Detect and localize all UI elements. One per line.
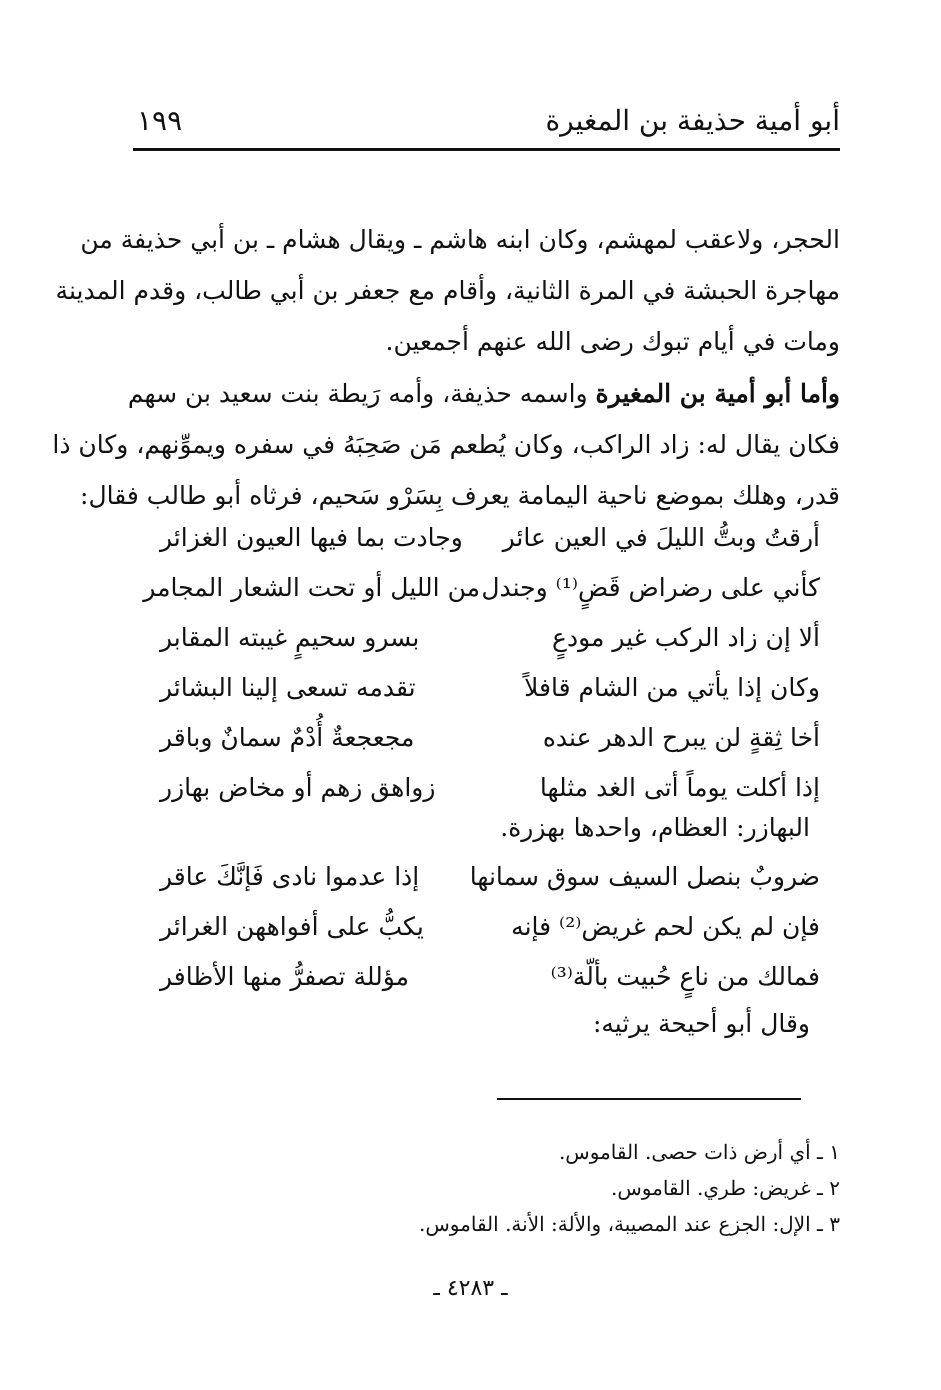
closing-line: وقال أبو أحيحة يرثيه:: [592, 1009, 810, 1038]
verse-second-half: يكبُّ على أفواههن الغرائر: [160, 912, 424, 941]
text-line: فكان يقال له: زاد الراكب، وكان يُطعم مَن صَحِبَهُ في سفره ويموِّنهم، وكان ذا: [52, 430, 840, 459]
verse-second-half: تقدمه تسعى إلينا البشائر: [160, 673, 416, 702]
verse-second-half: من الليل أو تحت الشعار المجامر: [143, 573, 480, 602]
footnote: ١ ـ أي أرض ذات حصى. القاموس.: [558, 1140, 840, 1164]
verse: [160, 513, 820, 563]
folio-number: ـ ٤٢٨٣ ـ: [433, 1276, 508, 1301]
verse-first-half: ألا إن زاد الركب غير مودعٍ: [552, 623, 820, 652]
verse-second-half: مجعجعةٌ أُدْمٌ سمانٌ وباقر: [160, 723, 415, 752]
verse-first-half: أرقتُ وبتُّ الليلَ في العين عائر: [502, 523, 820, 552]
verse-first-half: أخا ثِقةٍ لن يبرح الدهر عنده: [542, 723, 820, 752]
footnotes: [300, 1134, 840, 1242]
text-line: قدر، وهلك بموضع ناحية اليمامة يعرف بِسَرْو سَحيم، فرثاه أبو طالب فقال:: [80, 481, 840, 510]
verse-first-half: فإن لم يكن لحم غريض⁽²⁾ فإنه: [511, 912, 820, 941]
gloss-line: البهازر: العظام، واحدها بهزرة.: [500, 813, 810, 842]
verse-second-half: إذا عدموا نادى فَإنَّكَ عاقر: [160, 862, 420, 891]
poem-section-2: [160, 852, 820, 1002]
page-header: [133, 104, 840, 151]
verse-second-half: بسرو سحيمٍ غيبته المقابر: [160, 623, 420, 652]
verse-second-half: مؤللة تصفرُّ منها الأظافر: [160, 962, 410, 991]
verse: [160, 852, 820, 902]
verse-first-half: فمالك من ناعٍ حُبيت بألّة⁽³⁾: [550, 962, 820, 991]
text-line: مهاجرة الحبشة في المرة الثانية، وأقام مع جعفر بن أبي طالب، وقدم المدينة: [55, 276, 840, 305]
verse-first-half: كأني على رضراض قَضٍ⁽¹⁾ وجندل: [481, 573, 820, 602]
page-number: ١٩٩: [137, 104, 183, 137]
verse: [160, 902, 820, 952]
verse: [160, 713, 820, 763]
bio-lead: وأما أبو أمية بن المغيرة: [595, 379, 840, 408]
footnote: ٣ ـ الإل: الجزع عند المصيبة، والألة: الأنة. القاموس.: [419, 1212, 840, 1236]
bio-paragraph: [52, 368, 840, 521]
footnote: ٢ ـ غريض: طري. القاموس.: [611, 1176, 840, 1200]
verse: [160, 952, 820, 1002]
running-title: أبو أمية حذيفة بن المغيرة: [545, 104, 840, 137]
verse: [160, 613, 820, 663]
bahazir-note: [133, 802, 840, 854]
text-line: ومات في أيام تبوك رضى الله عنهم أجمعين.: [385, 327, 840, 356]
verse-first-half: وكان إذا يأتي من الشام قافلاً: [524, 673, 820, 702]
closing-paragraph: [133, 998, 840, 1050]
verse-second-half: وجادت بما فيها العيون الغزائر: [160, 523, 463, 552]
bio-first-rest: واسمه حذيفة، وأمه رَيطة بنت سعيد بن سهم: [127, 379, 596, 408]
text-line: الحجر، ولاعقب لمهشم، وكان ابنه هاشم ـ ويقال هشام ـ بن أبي حذيفة من: [80, 225, 840, 254]
intro-paragraph: [55, 214, 840, 367]
verse-first-half: إذا أكلت يوماً أتى الغد مثلها: [539, 773, 820, 802]
verse: [143, 563, 820, 613]
verse-first-half: ضروبٌ بنصل السيف سوق سمانها: [469, 862, 820, 891]
text-line: [127, 368, 840, 419]
verse-second-half: زواهق زهم أو مخاض بهازر: [160, 773, 436, 802]
footnote-separator: [497, 1098, 801, 1100]
poem-section-1: [143, 513, 820, 813]
verse: [160, 663, 820, 713]
